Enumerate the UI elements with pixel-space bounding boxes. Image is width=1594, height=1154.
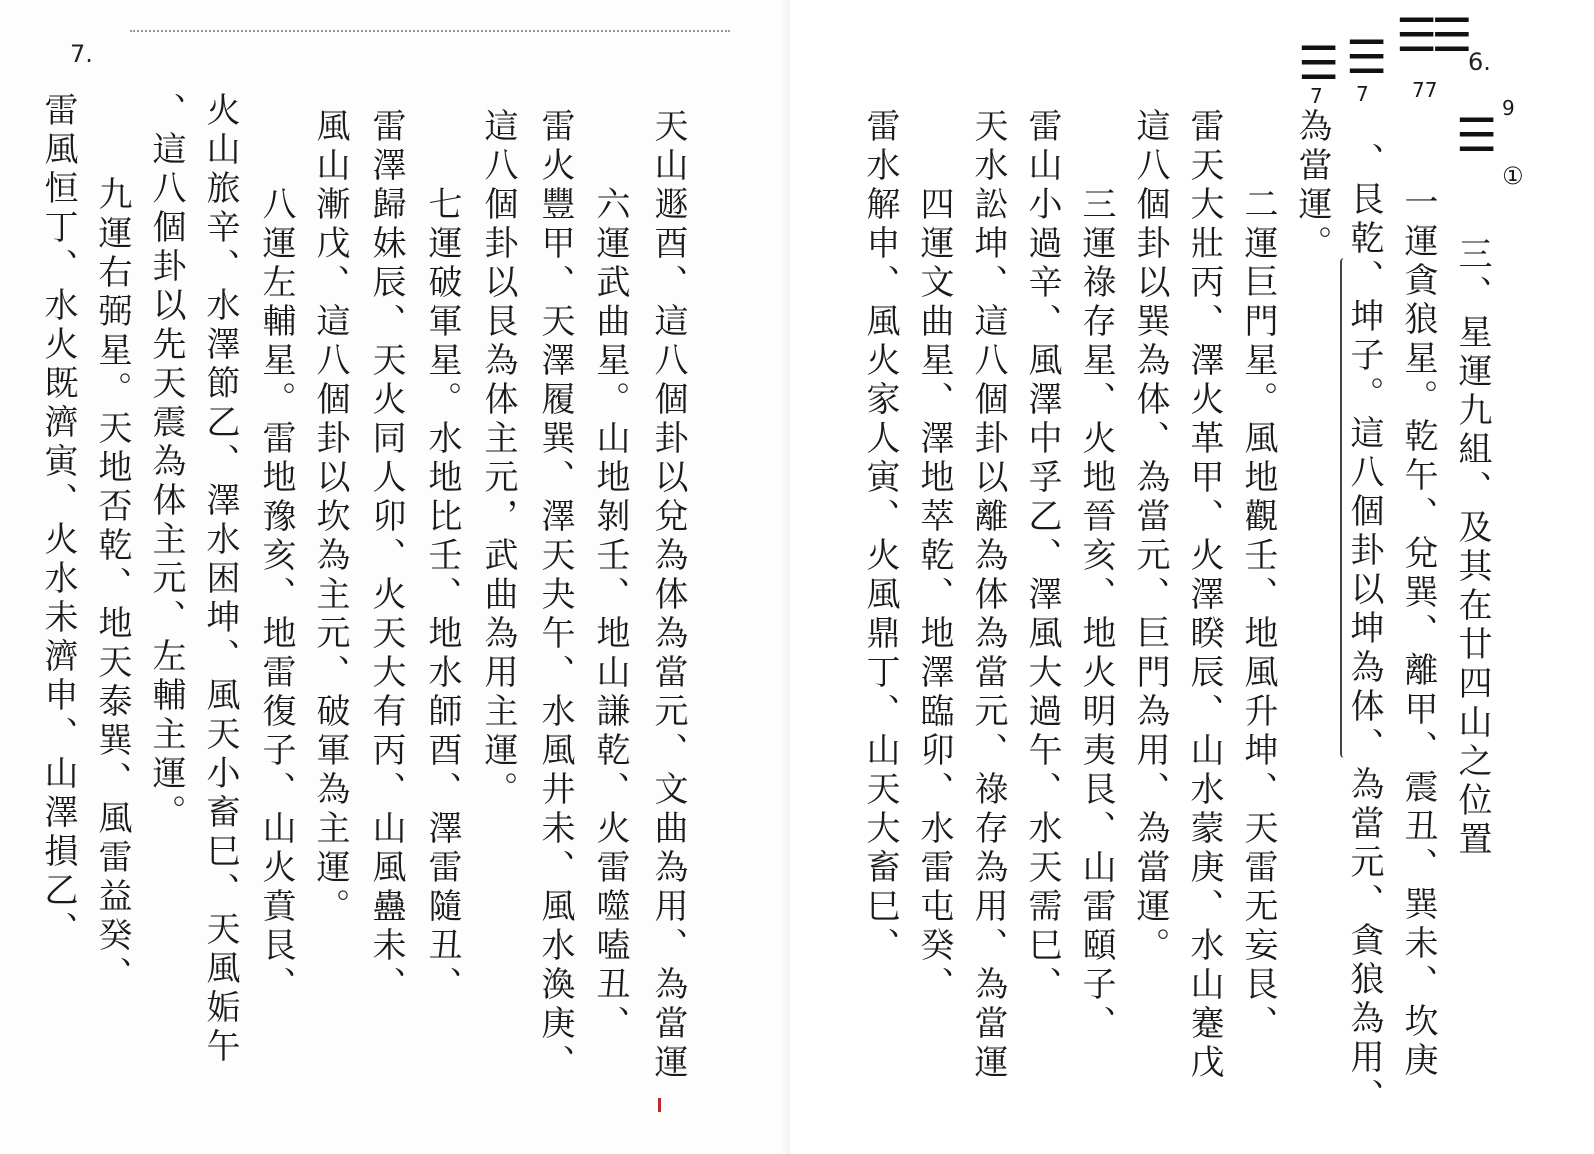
text-column: 、艮乾、坤子。這八個卦以坤為体、為當元、貪狼為用、: [1344, 142, 1384, 1117]
text-column: 火山旅辛、水澤節乙、澤水困坤、風天小畜巳、天風姤午: [200, 92, 240, 1067]
trigram-label: 7: [1310, 84, 1323, 108]
text-column: 雷水解申、風火家人寅、火風鼎丁、山天大畜巳、: [860, 108, 900, 966]
top-dotted-line: [130, 30, 730, 38]
text-column: 、這八個卦以先天震為体主元、左輔主運。: [146, 92, 186, 833]
trigram-label: 7: [1356, 82, 1369, 106]
text-column: 這八個卦以艮為体主元，武曲為用主運。: [478, 108, 518, 810]
trigram-glyph: ☰: [1456, 108, 1492, 162]
text-column: 天山遯酉、這八個卦以兌為体為當元、文曲為用、為當運: [648, 108, 688, 1083]
text-column: 雷山小過辛、風澤中孚乙、澤風大過午、水天需巳、: [1022, 108, 1062, 1005]
page-number: 6.: [1468, 48, 1491, 76]
trigram-sketch: [1296, 8, 1536, 212]
circled-number: ①: [1502, 162, 1524, 190]
text-column: 九運右弼星。天地否乾、地天泰巽、風雷益癸、: [92, 176, 132, 995]
text-column: 二運巨門星。風地觀壬、地風升坤、天雷无妄艮、: [1238, 186, 1278, 1044]
text-column: 雷澤歸妹辰、天火同人卯、火天大有丙、山風蠱未、: [366, 108, 406, 1005]
text-column: 雷風恒丁、水火既濟寅、火水未濟申、山澤損乙、: [38, 92, 78, 950]
margin-number: 9: [1502, 96, 1515, 120]
text-column: 這八個卦以巽為体、為當元、巨門為用、為當運。: [1130, 108, 1170, 966]
text-column: 七運破軍星。水地比壬、地水師酉、澤雷隨丑、: [422, 186, 462, 1005]
text-column: 雷天大壯丙、澤火革甲、火澤睽辰、山水蒙庚、水山蹇戊: [1184, 108, 1224, 1083]
trigram-label: 77: [1412, 78, 1438, 102]
text-column: 六運武曲星。山地剝壬、地山謙乾、火雷噬嗑丑、: [590, 186, 630, 1044]
text-column: 四運文曲星、澤地萃乾、地澤臨卯、水雷屯癸、: [914, 186, 954, 1005]
left-page: [0, 0, 790, 1154]
text-column: 天水訟坤、這八個卦以離為体為當元、祿存為用、為當運: [968, 108, 1008, 1083]
text-column: 風山漸戊、這八個卦以坎為主元、破軍為主運。: [310, 108, 350, 927]
text-column: 八運左輔星。雷地豫亥、地雷復子、山火賁艮、: [256, 186, 296, 1005]
text-column: 為當運。: [1292, 108, 1332, 264]
text-column: 雷火豐甲、天澤履巽、澤天夬午、水風井未、風水渙庚、: [535, 108, 575, 1083]
text-column: 一運貪狼星。乾午、兌巽、離甲、震丑、巽未、坎庚: [1398, 184, 1438, 1081]
handwritten-bracket-line: [1340, 258, 1348, 758]
red-ink-mark: [658, 1098, 661, 1112]
trigram-glyph: ☰☰: [1396, 8, 1467, 62]
section-heading: 三、星運九組、及其在廿四山之位置: [1452, 236, 1492, 860]
text-column: 三運祿存星、火地晉亥、地火明夷艮、山雷頤子、: [1076, 186, 1116, 1044]
trigram-glyph: ☰: [1298, 36, 1334, 90]
page-number: 7.: [70, 40, 93, 68]
trigram-glyph: ☰: [1346, 30, 1382, 84]
